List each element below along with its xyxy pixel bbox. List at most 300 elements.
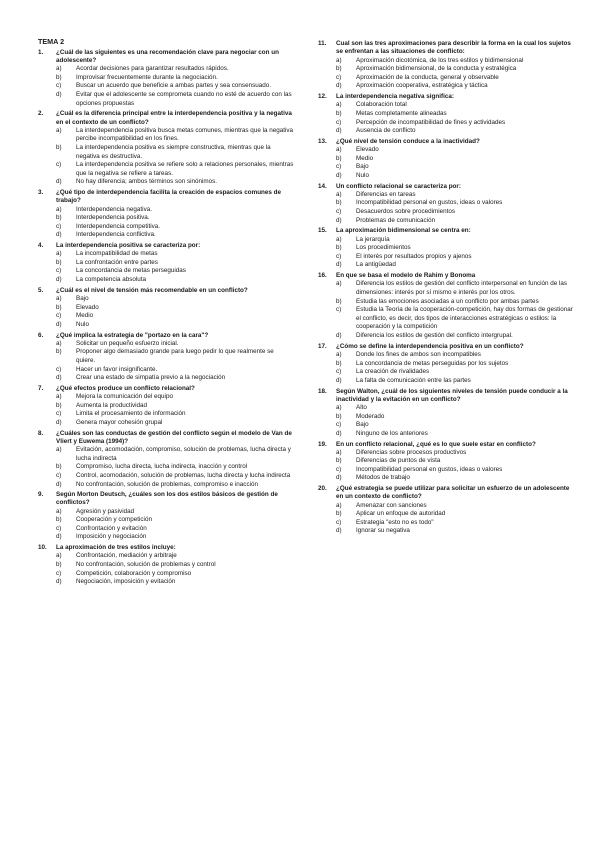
option-text: La competencia absoluta [76, 276, 147, 284]
question [318, 138, 574, 146]
option-letter: a) [336, 101, 342, 109]
answer-option [318, 527, 574, 536]
option-text: Imposición y negociación [76, 533, 147, 541]
option-letter: b) [56, 516, 62, 524]
question-text: Cual son las tres aproximaciones para describir la forma en la cual los sujetos se enfrentan a las situaciones de conflicto: [336, 40, 571, 56]
option-letter: a) [336, 190, 342, 198]
answer-option [38, 206, 294, 215]
option-letter: d) [336, 376, 342, 384]
option-text: Ausencia de conflicto [356, 127, 416, 135]
option-letter: d) [56, 178, 62, 186]
answer-option [38, 231, 294, 240]
answer-option [38, 419, 294, 428]
option-text: Confrontación, mediación y arbitraje [76, 552, 177, 560]
option-text: Incompatibilidad personal en gustos, ideas o valores [356, 465, 503, 473]
answer-option [318, 110, 574, 119]
answer-option [38, 276, 294, 285]
option-text: Nulo [356, 171, 369, 179]
answer-option [38, 366, 294, 375]
option-letter: d) [56, 231, 62, 239]
option-letter: d) [56, 418, 62, 426]
question-number: 10. [38, 544, 47, 552]
option-letter: c) [336, 163, 342, 171]
option-letter: c) [336, 421, 342, 429]
answer-option [38, 570, 294, 579]
option-text: Elevado [76, 303, 99, 311]
question [318, 272, 574, 280]
option-text: Interdependencia positiva. [76, 214, 150, 222]
option-text: Aproximación dicotómica, de los tres estilos y bidimensional [356, 56, 524, 64]
option-text: Diferencias sobre procesos productivos [356, 448, 467, 456]
right-column [318, 38, 574, 536]
answer-option [318, 172, 574, 181]
option-text: Elevado [356, 146, 379, 154]
question [38, 49, 294, 65]
question-text: La interdependencia positiva se caracteriza por: [56, 242, 201, 250]
option-text: Medio [356, 154, 374, 162]
option-letter: a) [336, 280, 342, 288]
option-text: Aproximación bidimensional, de la conducta y estratégica [356, 65, 517, 73]
option-text: La concordancia de metas perseguidas por los sujetos [356, 359, 509, 367]
option-letter: c) [56, 312, 62, 320]
answer-option [318, 217, 574, 226]
option-letter: d) [336, 82, 342, 90]
question-number: 7. [38, 384, 44, 392]
option-letter: d) [336, 429, 342, 437]
question-number: 13. [318, 137, 327, 145]
option-letter: b) [336, 412, 342, 420]
option-text: Estudia las emociones asociadas a un conflicto por ambas partes [356, 297, 539, 305]
answer-option [318, 502, 574, 511]
option-letter: a) [336, 235, 342, 243]
answer-option [318, 191, 574, 200]
option-letter: c) [336, 306, 342, 314]
answer-option [38, 463, 294, 472]
answer-option [38, 578, 294, 587]
answer-option [38, 178, 294, 187]
option-letter: b) [56, 143, 62, 151]
option-text: Aproximación cooperativa, estratégica y táctica [356, 82, 488, 90]
option-text: No hay diferencia; ambos términos son sinónimos. [76, 178, 218, 186]
option-letter: d) [56, 320, 62, 328]
option-text: La creación de rivalidades [356, 368, 430, 376]
option-letter: c) [56, 471, 62, 479]
answer-option [38, 348, 294, 365]
option-text: Interdependencia conflictiva. [76, 231, 156, 239]
question-text: La interdependencia negativa significa: [336, 93, 454, 101]
option-text: Improvisar frecuentemente durante la negociación. [76, 73, 218, 81]
answer-option [318, 163, 574, 172]
question-text: En un conflicto relacional, ¿qué es lo que suele estar en conflicto? [336, 440, 536, 448]
question-text: ¿Cuál es el nivel de tensión más recomendable en un conflicto? [56, 286, 248, 294]
option-letter: c) [56, 82, 62, 90]
option-letter: a) [336, 501, 342, 509]
answer-option [318, 261, 574, 270]
option-letter: b) [56, 401, 62, 409]
answer-option [318, 127, 574, 136]
option-text: La antigüedad [356, 261, 396, 269]
answer-option [38, 561, 294, 570]
option-text: La interdependencia positiva es siempre constructiva, mientras que la negativa es destructiva. [76, 143, 271, 160]
question-number: 1. [38, 48, 44, 56]
option-letter: a) [56, 65, 62, 73]
answer-option [318, 208, 574, 217]
option-text: Percepción de incompatibilidad de fines y actividades [356, 118, 506, 126]
option-text: Confrontación y evitación [76, 524, 147, 532]
option-letter: c) [336, 465, 342, 473]
option-letter: b) [336, 154, 342, 162]
option-text: Bajo [76, 295, 89, 303]
question-text: Un conflicto relacional se caracteriza por: [336, 182, 461, 190]
option-letter: a) [56, 205, 62, 213]
option-text: Evitar que el adolescente se comprometa cuando no esté de acuerdo con las opciones propuestas [76, 90, 292, 107]
question-number: 12. [318, 93, 327, 101]
question-text: ¿Cuáles son las conductas de gestión del conflicto según el modelo de Van de Vliert y Euwema (1994)? [56, 429, 292, 445]
option-letter: b) [56, 303, 62, 311]
answer-option [318, 57, 574, 66]
option-letter: c) [336, 118, 342, 126]
option-text: Agresión y pasividad [76, 507, 135, 515]
question-text: En que se basa el modelo de Rahim y Bonoma [336, 272, 476, 280]
option-letter: b) [336, 510, 342, 518]
answer-option [318, 351, 574, 360]
question [318, 343, 574, 351]
question-number: 8. [38, 429, 44, 437]
answer-option [318, 236, 574, 245]
option-letter: c) [56, 267, 62, 275]
option-text: No confrontación, solución de problemas, compromiso e inacción [76, 480, 259, 488]
question-number: 16. [318, 272, 327, 280]
question [38, 491, 294, 507]
option-letter: d) [56, 480, 62, 488]
option-letter: d) [56, 578, 62, 586]
question [38, 332, 294, 340]
left-column [38, 38, 294, 587]
answer-option [38, 446, 294, 463]
answer-option [318, 474, 574, 483]
option-text: Diferencia los estilos de gestión del conflicto interpersonal en función de las dimensiones: interés por sí mismo e interés por los otros. [356, 280, 568, 297]
option-letter: a) [56, 507, 62, 515]
answer-option [318, 119, 574, 128]
question [38, 110, 294, 126]
option-letter: d) [336, 527, 342, 535]
question-text: Según Walton, ¿cuál de los siguientes niveles de tensión puede conducir a la inactividad y la evitación en un conflicto? [336, 387, 568, 403]
question-text: ¿Cuál de las siguientes es una recomendación clave para negociar con un adolescente? [56, 48, 279, 64]
option-text: Nulo [76, 320, 89, 328]
option-text: Diferencias de puntos de vista [356, 457, 441, 465]
option-text: Métodos de trabajo [356, 474, 410, 482]
answer-option [38, 259, 294, 268]
option-letter: c) [56, 524, 62, 532]
option-letter: c) [56, 365, 62, 373]
option-letter: d) [56, 533, 62, 541]
question [38, 189, 294, 205]
question [318, 227, 574, 235]
option-text: Bajo [356, 421, 369, 429]
answer-option [38, 295, 294, 304]
option-letter: b) [336, 297, 342, 305]
answer-option [38, 144, 294, 161]
question-text: ¿Qué nivel de tensión conduce a la inactividad? [336, 137, 480, 145]
option-text: Interdependencia negativa. [76, 205, 152, 213]
option-letter: b) [336, 359, 342, 367]
question [318, 485, 574, 501]
option-letter: a) [336, 56, 342, 64]
option-text: La jerarquía [356, 235, 390, 243]
option-text: Estudia la Teoría de la cooperación-competición, hay dos formas de gestionar el conflicto, es decir, dos tipos de interacciones estratégicas o estilos: la cooperación y la competición [356, 306, 573, 331]
option-letter: d) [336, 216, 342, 224]
option-text: Diferencias en tareas [356, 190, 416, 198]
question [38, 385, 294, 393]
option-letter: a) [56, 552, 62, 560]
option-text: La concordancia de metas perseguidas [76, 267, 186, 275]
option-letter: c) [56, 569, 62, 577]
option-text: Evitación, acomodación, compromiso, solución de problemas, lucha directa y lucha indirecta [76, 446, 291, 462]
question-number: 4. [38, 242, 44, 250]
option-letter: d) [336, 261, 342, 269]
answer-option [38, 223, 294, 232]
option-text: Genera mayor cohesión grupal [76, 418, 163, 426]
option-letter: b) [336, 457, 342, 465]
answer-option [38, 321, 294, 330]
answer-option [318, 466, 574, 475]
question-number: 2. [38, 110, 44, 118]
option-letter: a) [56, 446, 62, 454]
question-number: 5. [38, 286, 44, 294]
option-text: Metas completamente alineadas [356, 109, 447, 117]
question [318, 388, 574, 404]
option-text: Control, acomodación, solución de problemas, lucha directa y lucha indirecta [76, 471, 291, 479]
option-text: Incompatibilidad personal en gustos, ideas o valores [356, 199, 503, 207]
answer-option [38, 340, 294, 349]
answer-option [38, 214, 294, 223]
option-text: El interés por resultados propios y ajenos [356, 252, 472, 260]
option-text: Medio [76, 312, 94, 320]
answer-option [38, 508, 294, 517]
answer-option [38, 533, 294, 542]
answer-option [38, 393, 294, 402]
option-text: La interdependencia positiva busca metas comunes, mientras que la negativa percibe incompatibilidad en los fines. [76, 126, 294, 143]
answer-option [318, 404, 574, 413]
option-text: Diferencia los estilos de gestión del conflicto intergrupal. [356, 331, 513, 339]
answer-option [38, 472, 294, 481]
option-letter: b) [56, 73, 62, 81]
option-text: La incompatibilidad de metas [76, 250, 158, 258]
answer-option [38, 74, 294, 83]
answer-option [318, 421, 574, 430]
answer-option [318, 368, 574, 377]
option-text: Donde los fines de ambos son incompatibles [356, 350, 481, 358]
option-text: Amenazar con sanciones [356, 501, 427, 509]
answer-option [318, 298, 574, 307]
answer-option [318, 377, 574, 386]
option-letter: a) [56, 126, 62, 134]
question-text: ¿Qué implica la estrategia de "portazo en la cara"? [56, 331, 209, 339]
option-text: Competición, colaboración y compromiso [76, 569, 192, 577]
option-text: Solicitar un pequeño esfuerzo inicial. [76, 339, 179, 347]
option-letter: d) [336, 127, 342, 135]
option-letter: d) [56, 90, 62, 98]
option-letter: a) [336, 448, 342, 456]
option-letter: a) [56, 295, 62, 303]
option-letter: a) [336, 146, 342, 154]
option-text: No confrontación, solución de problemas y control [76, 561, 216, 569]
option-letter: d) [56, 374, 62, 382]
answer-option [38, 525, 294, 534]
option-letter: b) [56, 258, 62, 266]
answer-option [38, 410, 294, 419]
question-text: La aproximación de tres estilos incluye: [56, 544, 176, 552]
option-text: Colaboración total [356, 101, 407, 109]
answer-option [318, 449, 574, 458]
answer-option [38, 552, 294, 561]
answer-option [318, 199, 574, 208]
question-number: 18. [318, 387, 327, 395]
answer-option [318, 65, 574, 74]
question-number: 6. [38, 331, 44, 339]
answer-option [38, 161, 294, 178]
option-text: Desacuerdos sobre procedimientos [356, 208, 456, 216]
question-number: 3. [38, 189, 44, 197]
option-text: Interdependencia competitiva. [76, 222, 161, 230]
option-letter: c) [336, 252, 342, 260]
option-letter: a) [56, 393, 62, 401]
option-text: Ninguno de los anteriores [356, 429, 428, 437]
option-text: Negociación, imposición y evitación [76, 578, 176, 586]
answer-option [38, 127, 294, 144]
question-text: ¿Qué estrategia se puede utilizar para solicitar un esfuerzo de un adolescente en un contexto de conflicto? [336, 485, 570, 501]
question [318, 40, 574, 56]
question [318, 183, 574, 191]
option-text: Aumenta la productividad [76, 401, 148, 409]
option-letter: c) [336, 73, 342, 81]
option-letter: c) [336, 368, 342, 376]
answer-option [318, 82, 574, 91]
answer-option [38, 82, 294, 91]
answer-option [38, 516, 294, 525]
question [38, 430, 294, 446]
option-text: Estrategia "esto no es todo" [356, 518, 434, 526]
option-letter: d) [336, 171, 342, 179]
question-number: 11. [318, 40, 327, 48]
option-text: Moderado [356, 412, 385, 420]
answer-option [38, 267, 294, 276]
option-text: Acordar decisiones para garantizar resultados rápidos. [76, 65, 229, 73]
answer-option [318, 519, 574, 528]
option-letter: b) [336, 109, 342, 117]
answer-option [38, 250, 294, 259]
option-letter: b) [56, 348, 62, 356]
option-text: La confrontación entre partes [76, 258, 158, 266]
answer-option [318, 430, 574, 439]
question-number: 19. [318, 440, 327, 448]
option-text: Crear una estado de simpatía previo a la negociación [76, 374, 226, 382]
option-letter: b) [336, 199, 342, 207]
answer-option [318, 74, 574, 83]
option-text: Compromiso, lucha directa, lucha indirecta, inacción y control [76, 463, 248, 471]
answer-option [38, 65, 294, 74]
option-letter: c) [56, 410, 62, 418]
answer-option [38, 374, 294, 383]
option-text: Proponer algo demasiado grande para luego pedir lo que realmente se quiere. [76, 348, 274, 364]
question-text: ¿Qué tipo de interdependencia facilita la creación de espacios comunes de trabajo? [56, 189, 282, 205]
answer-option [38, 304, 294, 313]
answer-option [318, 413, 574, 422]
option-letter: b) [56, 561, 62, 569]
option-text: Mejora la comunicación del equipo [76, 393, 173, 401]
answer-option [318, 146, 574, 155]
question-text: ¿Qué efectos produce un conflicto relacional? [56, 384, 195, 392]
question-number: 9. [38, 491, 44, 499]
option-letter: d) [336, 331, 342, 339]
question [318, 93, 574, 101]
option-letter: c) [336, 518, 342, 526]
answer-option [318, 306, 574, 332]
option-text: La interdependencia positiva se refiere solo a relaciones personales, mientras que la negativa se refiere a tareas. [76, 161, 294, 177]
document-title: TEMA 2 [38, 37, 65, 46]
question-number: 17. [318, 342, 327, 350]
question-number: 14. [318, 182, 327, 190]
option-text: Los procedimientos [356, 244, 411, 252]
answer-option [38, 91, 294, 108]
answer-option [318, 510, 574, 519]
option-letter: b) [336, 65, 342, 73]
answer-option [318, 332, 574, 341]
answer-option [318, 101, 574, 110]
option-text: Bajo [356, 163, 369, 171]
answer-option [38, 402, 294, 411]
answer-option [318, 155, 574, 164]
answer-option [318, 457, 574, 466]
option-letter: b) [336, 244, 342, 252]
question-text: La aproximación bidimensional se centra en: [336, 227, 471, 235]
option-text: Hacer un favor insignificante. [76, 365, 158, 373]
option-text: Cooperación y competición [76, 516, 152, 524]
option-text: La falta de comunicación entre las partes [356, 376, 471, 384]
answer-option [318, 360, 574, 369]
question-list-right [318, 40, 574, 536]
answer-option [38, 481, 294, 490]
question-text: Según Morton Deutsch, ¿cuáles son los dos estilos básicos de gestión de conflictos? [56, 491, 278, 507]
option-letter: d) [56, 276, 62, 284]
option-letter: c) [56, 161, 62, 169]
option-text: Buscar un acuerdo que beneficie a ambas partes y sea consensuado. [76, 82, 271, 90]
question [38, 544, 294, 552]
question [318, 441, 574, 449]
question [38, 287, 294, 295]
option-letter: b) [56, 214, 62, 222]
option-letter: a) [56, 339, 62, 347]
option-text: Alto [356, 403, 367, 411]
question-number: 20. [318, 485, 327, 493]
question [38, 242, 294, 250]
question-text: ¿Cómo se define la interdependencia positiva en un conflicto? [336, 342, 524, 350]
option-text: Aproximación de la conducta, general y observable [356, 73, 499, 81]
answer-option [318, 280, 574, 297]
option-letter: d) [336, 474, 342, 482]
answer-option [318, 244, 574, 253]
question-text: ¿Cuál es la diferencia principal entre la interdependencia positiva y la negativa en el contexto de un conflicto? [56, 110, 292, 126]
question-number: 15. [318, 227, 327, 235]
option-letter: b) [56, 463, 62, 471]
option-letter: a) [336, 350, 342, 358]
option-letter: a) [336, 403, 342, 411]
option-text: Limita el procesamiento de información [76, 410, 186, 418]
option-letter: a) [56, 250, 62, 258]
option-text: Ignorar su negativa [356, 527, 410, 535]
question-list-left [38, 49, 294, 587]
option-letter: c) [336, 208, 342, 216]
